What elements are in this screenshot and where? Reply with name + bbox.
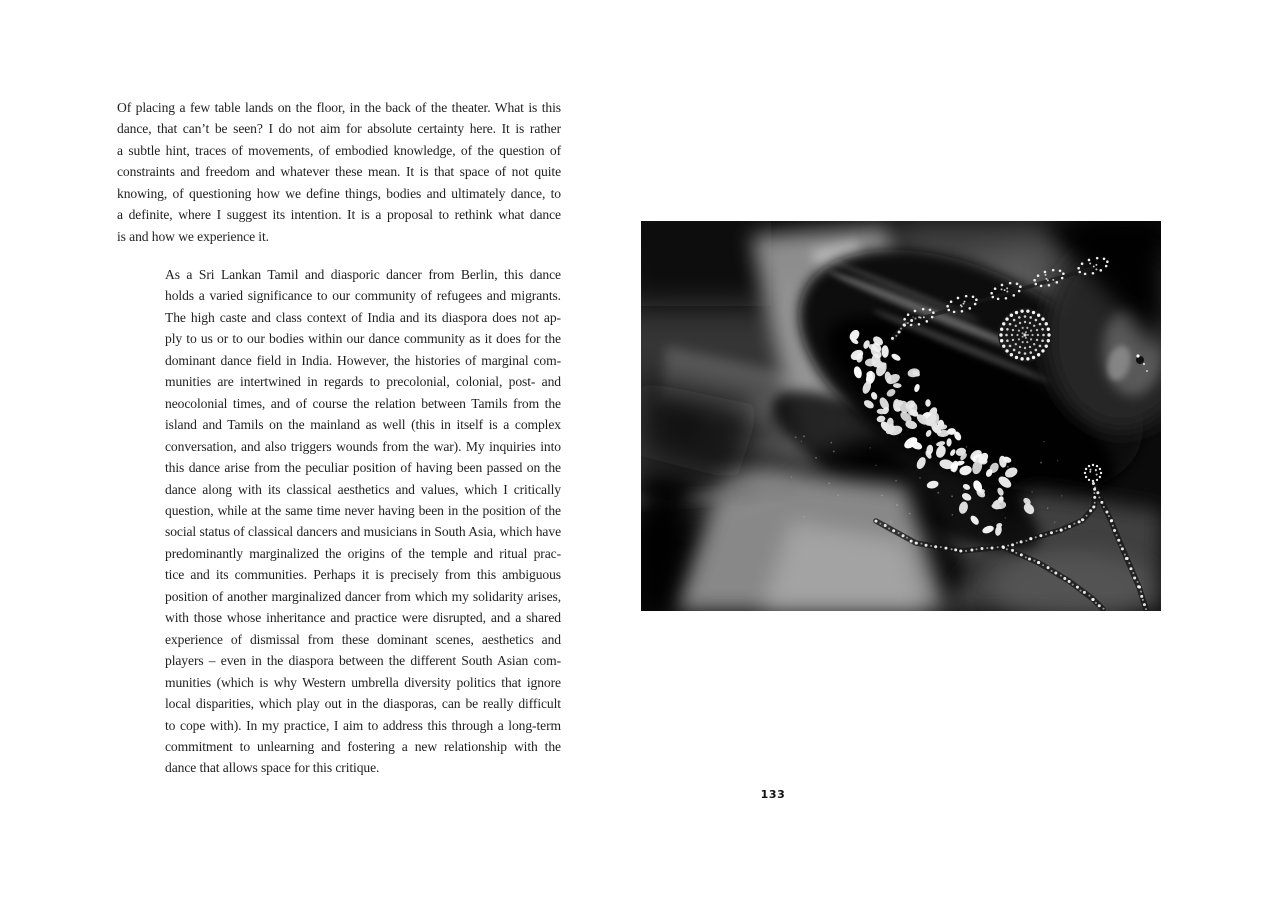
text-line: The high caste and class context of India and its diaspora does not ap-	[165, 309, 561, 325]
text-line: this dance arise from the peculiar position of having been passed on the	[165, 460, 561, 476]
text-line: is and how we experience it.	[117, 228, 269, 244]
text-line: neocolonial times, and of course the relation between Tamils from the	[165, 395, 561, 411]
text-line: dominant dance field in India. However, the histories of marginal com-	[165, 352, 561, 368]
text-line: question, while at the same time never having been in the position of the	[165, 502, 561, 518]
text-line: tice and its communities. Perhaps it is precisely from this ambiguous	[165, 567, 561, 583]
text-line: a subtle hint, traces of movements, of embodied knowledge, of the question of	[117, 142, 561, 158]
text-line: commitment to unlearning and fostering a new relationship with the	[165, 738, 561, 754]
text-line: position of another marginalized dancer from which my solidarity arises,	[165, 588, 561, 604]
text-line: dance that allows space for this critique.	[165, 760, 380, 776]
text-line: to cope with). In my practice, I aim to address this through a long-term	[165, 717, 561, 733]
text-line: knowing, of questioning how we define things, bodies and ultimately dance, to	[117, 185, 561, 201]
text-line: players – even in the diaspora between the different South Asian com-	[165, 653, 561, 669]
dancer-photo-art	[641, 221, 1161, 611]
text-line: experience of dismissal from these dominant scenes, aesthetics and	[165, 631, 561, 647]
text-line: island and Tamils on the mainland as well (this in itself is a complex	[165, 417, 561, 433]
text-line: with those whose inheritance and practice were disrupted, and a shared	[165, 610, 561, 626]
text-line: dance along with its classical aesthetics and values, which I critically	[165, 481, 561, 497]
text-line: dance, that can’t be seen? I do not aim for absolute certainty here. It is rather	[117, 121, 561, 137]
text-line: Of placing a few table lands on the floor, in the back of the theater. What is this	[117, 100, 561, 115]
text-line: predominantly marginalized the origins of the temple and ritual prac-	[165, 545, 561, 561]
page-number: 133	[760, 788, 786, 801]
text-line: ply to us or to our bodies within our dance community as it does for the	[165, 331, 561, 347]
text-line: constraints and freedom and whatever these mean. It is that space of not quite	[117, 164, 561, 180]
text-line: holds a varied significance to our community of refugees and migrants.	[165, 288, 561, 304]
text-line: local disparities, which play out in the diasporas, can be really difficult	[165, 696, 561, 712]
text-line: munities (which is why Western umbrella diversity politics that ignore	[165, 674, 561, 690]
text-line: As a Sri Lankan Tamil and diasporic dancer from Berlin, this dance	[165, 267, 561, 282]
text-line: a definite, where I suggest its intention. It is a proposal to rethink what dance	[117, 207, 561, 223]
text-line: social status of classical dancers and musicians in South Asia, which have	[165, 524, 561, 540]
text-line: munities are intertwined in regards to precolonial, colonial, post- and	[165, 374, 561, 390]
dancer-photo	[641, 221, 1161, 611]
paragraph-opening	[117, 97, 561, 247]
text-line: conversation, and also triggers wounds from the war). My inquiries into	[165, 438, 561, 454]
paragraph-blockquote	[165, 264, 561, 779]
